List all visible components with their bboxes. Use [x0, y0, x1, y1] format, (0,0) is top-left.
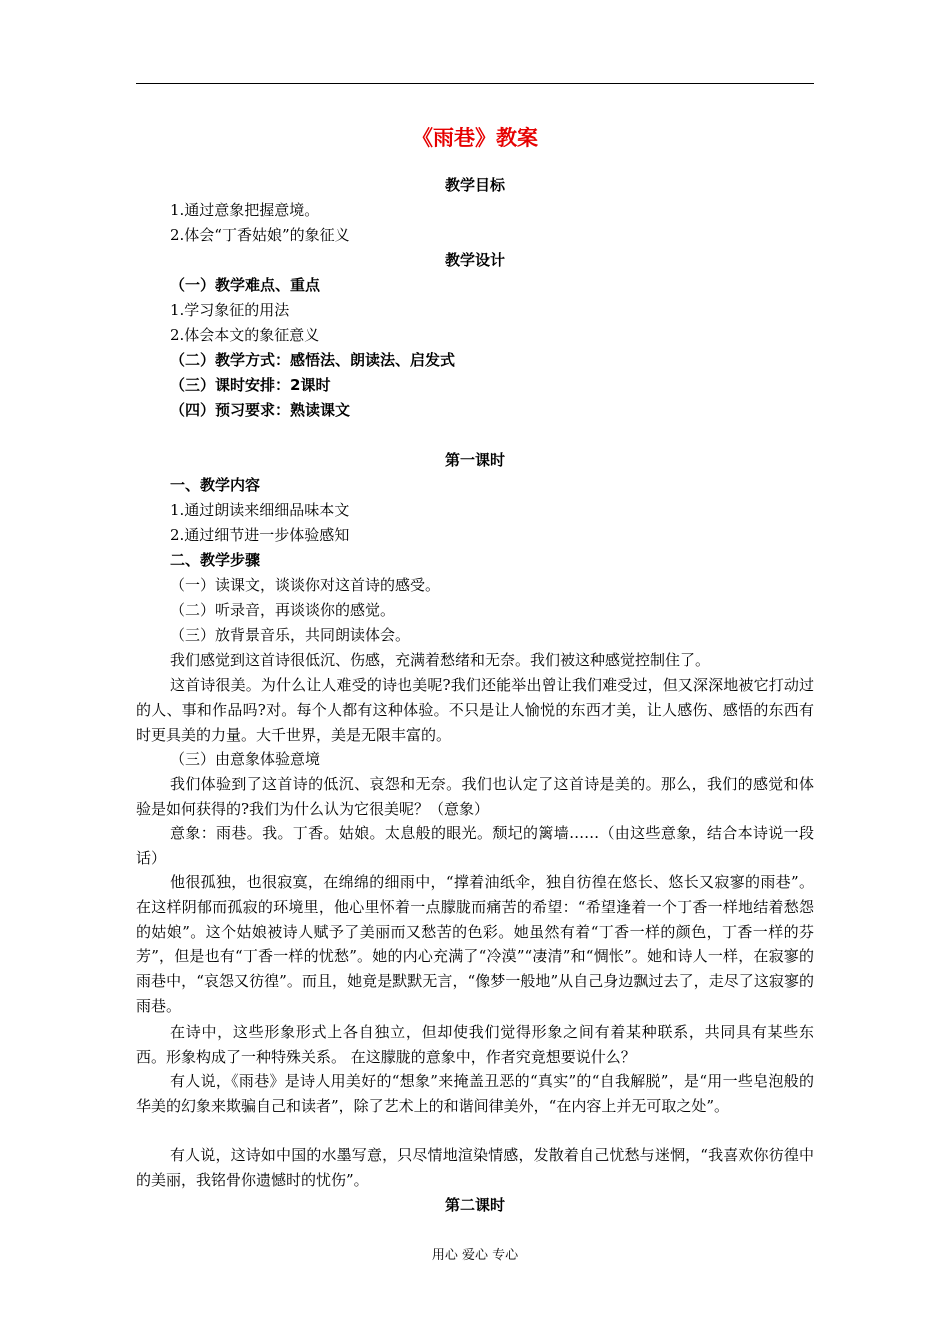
lesson1-heading: 第一课时 — [444, 451, 505, 469]
goal-item: 2.体会“丁香姑娘”的象征义 — [170, 226, 350, 244]
steps-heading: 二、教学步骤 — [170, 551, 261, 569]
paragraph: 我们感觉到这首诗很低沉、伤感，充满着愁绪和无奈。我们被这种感觉控制住了。 — [170, 651, 711, 669]
step-item: （一）读课文，谈谈你对这首诗的感受。 — [170, 576, 441, 594]
content-heading: 一、教学内容 — [170, 476, 261, 494]
paragraph: 在诗中，这些形象形式上各自独立，但却使我们觉得形象之间有着某种联系，共同具有某些东西。形象构成了一种特殊关系。 在这朦胧的意象中，作者究竟想要说什么？ — [136, 1023, 814, 1066]
paragraph: 意象：雨巷。我。丁香。姑娘。太息般的眼光。颓圮的篱墙……（由这些意象，结合本诗说一段话） — [136, 824, 814, 867]
paragraph: 他很孤独，也很寂寞，在绵绵的细雨中，“撑着油纸伞，独自彷徨在悠长、悠长又寂寥的雨巷”。在这样阴郁而孤寂的环境里，他心里怀着一点朦胧而痛苦的希望：“希望逢着一个丁香一样地结着愁怨的姑娘”。这个姑娘被诗人赋予了美丽而又愁苦的色彩。她虽然有着“丁香一样的颜色，丁香一样的芬芳”，但是也有“丁香一样的忧愁”。她的内心充满了“冷漠”“凄清”和“惆怅”。她和诗人一样，在寂寥的雨巷中，“哀怨又彷徨”。而且，她竟是默默无言，“像梦一般地”从自己身边飘过去了，走尽了这寂寥的雨巷。 — [136, 873, 814, 1015]
difficulty-item: 1.学习象征的用法 — [170, 301, 290, 319]
difficulty-heading: （一）教学难点、重点 — [170, 276, 321, 294]
schedule-line: （三）课时安排：2课时 — [170, 376, 331, 394]
header-rule — [136, 83, 814, 84]
paragraph: 有人说，这诗如中国的水墨写意，只尽情地渲染情感，发散着自己忧愁与迷惘，“我喜欢你彷徨中的美丽，我铭骨你遗憾时的忧伤”。 — [136, 1146, 814, 1189]
preview-line: （四）预习要求：熟读课文 — [170, 401, 351, 419]
page-footer: 用心 爱心 专心 — [431, 1248, 519, 1263]
subheading-imagery: （三）由意象体验意境 — [170, 750, 321, 768]
method-line: （二）教学方式：感悟法、朗读法、启发式 — [170, 351, 456, 369]
paragraph: 有人说，《雨巷》是诗人用美好的“想象”来掩盖丑恶的“真实”的“自我解脱”，是“用一些皂泡般的华美的幻象来欺骗自己和读者”，除了艺术上的和谐间律美外，“在内容上并无可取之处”。 — [136, 1072, 814, 1115]
goals-heading: 教学目标 — [444, 176, 505, 194]
lesson2-heading: 第二课时 — [444, 1196, 505, 1214]
step-item: （三）放背景音乐，共同朗读体会。 — [170, 626, 411, 644]
paragraph: 这首诗很美。为什么让人难受的诗也美呢?我们还能举出曾让我们难受过，但又深深地被它打动过的人、事和作品吗?对。每个人都有这种体验。不只是让人愉悦的东西才美，让人感伤、感悟的东西有时更具美的力量。大千世界，美是无限丰富的。 — [136, 676, 814, 744]
difficulty-item: 2.体会本文的象征意义 — [170, 326, 320, 344]
step-item: （二）听录音，再谈谈你的感觉。 — [170, 601, 396, 619]
document-title: 《雨巷》教案 — [412, 126, 538, 150]
design-heading: 教学设计 — [444, 251, 505, 269]
content-item: 1.通过朗读来细细品味本文 — [170, 501, 350, 519]
content-item: 2.通过细节进一步体验感知 — [170, 526, 350, 544]
paragraph: 我们体验到了这首诗的低沉、哀怨和无奈。我们也认定了这首诗是美的。那么，我们的感觉和体验是如何获得的?我们为什么认为它很美呢？（意象） — [136, 775, 814, 818]
goal-item: 1.通过意象把握意境。 — [170, 201, 320, 219]
